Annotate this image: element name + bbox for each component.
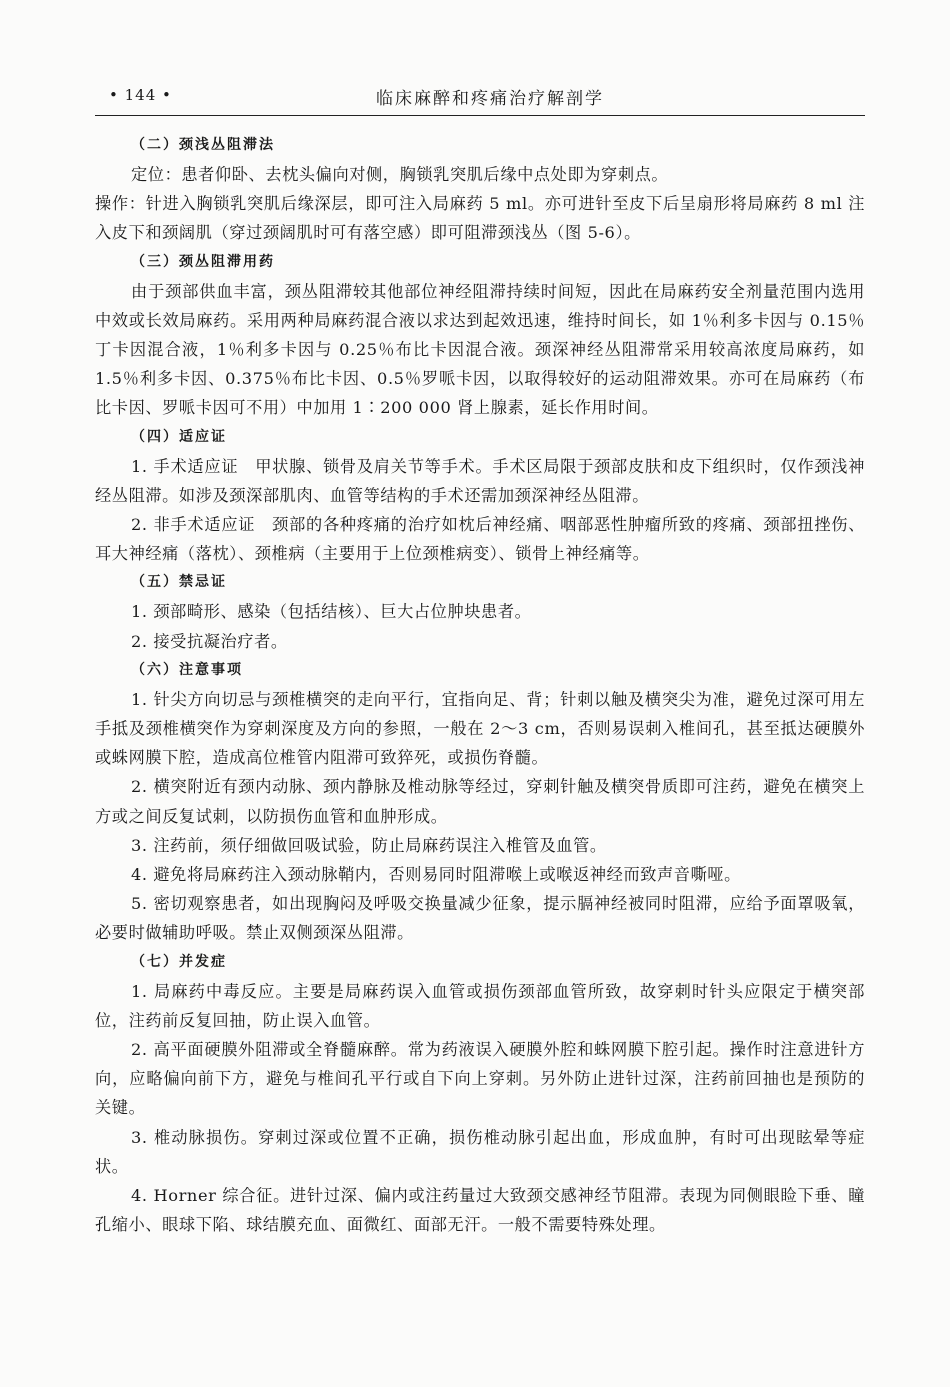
paragraph: 4. 避免将局麻药注入颈动脉鞘内，否则易同时阻滞喉上或喉返神经而致声音嘶哑。 [131, 865, 741, 885]
paragraph: 2. 横突附近有颈内动脉、颈内静脉及椎动脉等经过，穿刺针触及横突骨质即可注药，避免在横突上方或之间反复试刺，以防损伤血管和血肿形成。 [95, 777, 865, 826]
paragraph: 4. Horner 综合征。进针过深、偏内或注药量过大致颈交感神经节阻滞。表现为同侧眼睑下垂、瞳孔缩小、眼球下陷、球结膜充血、面微红、面部无汗。一般不需要特殊处理。 [95, 1186, 865, 1235]
page-number: • 144 • [109, 86, 172, 104]
paragraph: 5. 密切观察患者，如出现胸闷及呼吸交换量减少征象，提示膈神经被同时阻滞，应给予面罩吸氧，必要时做辅助呼吸。禁止双侧颈深丛阻滞。 [95, 894, 865, 943]
paragraph: 由于颈部供血丰富，颈丛阻滞较其他部位神经阻滞持续时间短，因此在局麻药安全剂量范围内选用中效或长效局麻药。采用两种局麻药混合液以求达到起效迅速，维持时间长，如 1％利多卡因与 0.15％丁卡因混合液，1％利多卡因与 0.25％布比卡因混合液。颈深神经丛阻滞常采用较高浓度局麻药，如 1.5％利多卡因、0.375％布比卡因、0.5％罗哌卡因，以取得较好的运动阻滞效果。亦可在局麻药（布比卡因、罗哌卡因可不用）中加用 1∶200 000 肾上腺素，延长作用时间。 [95, 281, 865, 418]
paragraph: 1. 颈部畸形、感染（包括结核）、巨大占位肿块患者。 [131, 602, 532, 622]
section-heading: （二）颈浅丛阻滞法 [131, 137, 275, 153]
section-heading: （六）注意事项 [131, 661, 243, 678]
paragraph: 2. 高平面硬膜外阻滞或全脊髓麻醉。常为药液误入硬膜外腔和蛛网膜下腔引起。操作时注意进针方向，应略偏向前下方，避免与椎间孔平行或自下向上穿刺。另外防止进针过深，注药前回抽也是预防的关键。 [95, 1040, 865, 1118]
paragraph: 定位：患者仰卧、去枕头偏向对侧，胸锁乳突肌后缘中点处即为穿刺点。 [131, 165, 669, 184]
paragraph: 2. 非手术适应证 颈部的各种疼痛的治疗如枕后神经痛、咽部恶性肿瘤所致的疼痛、颈部扭挫伤、耳大神经痛（落枕）、颈椎病（主要用于上位颈椎病变）、锁骨上神经痛等。 [95, 515, 865, 564]
section-heading: （七）并发症 [131, 953, 227, 970]
paragraph: 1. 手术适应证 甲状腺、锁骨及肩关节等手术。手术区局限于颈部皮肤和皮下组织时，仅作颈浅神经丛阻滞。如涉及颈深部肌肉、血管等结构的手术还需加颈深神经丛阻滞。 [95, 456, 865, 505]
page-header [95, 84, 865, 112]
paragraph: 1. 针尖方向切忌与颈椎横突的走向平行，宜指向足、背；针刺以触及横突尖为准，避免过深可用左手抵及颈椎横突作为穿刺深度及方向的参照，一般在 2～3 cm，否则易误刺入椎间孔，甚至抵达硬膜外或蛛网膜下腔，造成高位椎管内阻滞可致猝死，或损伤脊髓。 [95, 689, 865, 768]
page-body [95, 131, 865, 1240]
section-heading: （三）颈丛阻滞用药 [131, 253, 275, 270]
paragraph: 3. 注药前，须仔细做回吸试验，防止局麻药误注入椎管及血管。 [131, 835, 607, 855]
paragraph: 1. 局麻药中毒反应。主要是局麻药误入血管或损伤颈部血管所致，故穿刺时针头应限定于横突部位，注药前反复回抽，防止误入血管。 [95, 981, 865, 1030]
section-heading: （四）适应证 [131, 428, 227, 445]
paragraph: 操作：针进入胸锁乳突肌后缘深层，即可注入局麻药 5 ml。亦可进针至皮下后呈扇形将局麻药 8 ml 注入皮下和颈阔肌（穿过颈阔肌时可有落空感）即可阻滞颈浅丛（图 5-6）。 [95, 194, 865, 243]
section-heading: （五）禁忌证 [131, 574, 227, 591]
paragraph: 2. 接受抗凝治疗者。 [131, 631, 288, 651]
running-title: 临床麻醉和疼痛治疗解剖学 [376, 89, 604, 109]
paragraph: 3. 椎动脉损伤。穿刺过深或位置不正确，损伤椎动脉引起出血，形成血肿，有时可出现眩晕等症状。 [95, 1127, 865, 1176]
header-rule [95, 115, 865, 116]
